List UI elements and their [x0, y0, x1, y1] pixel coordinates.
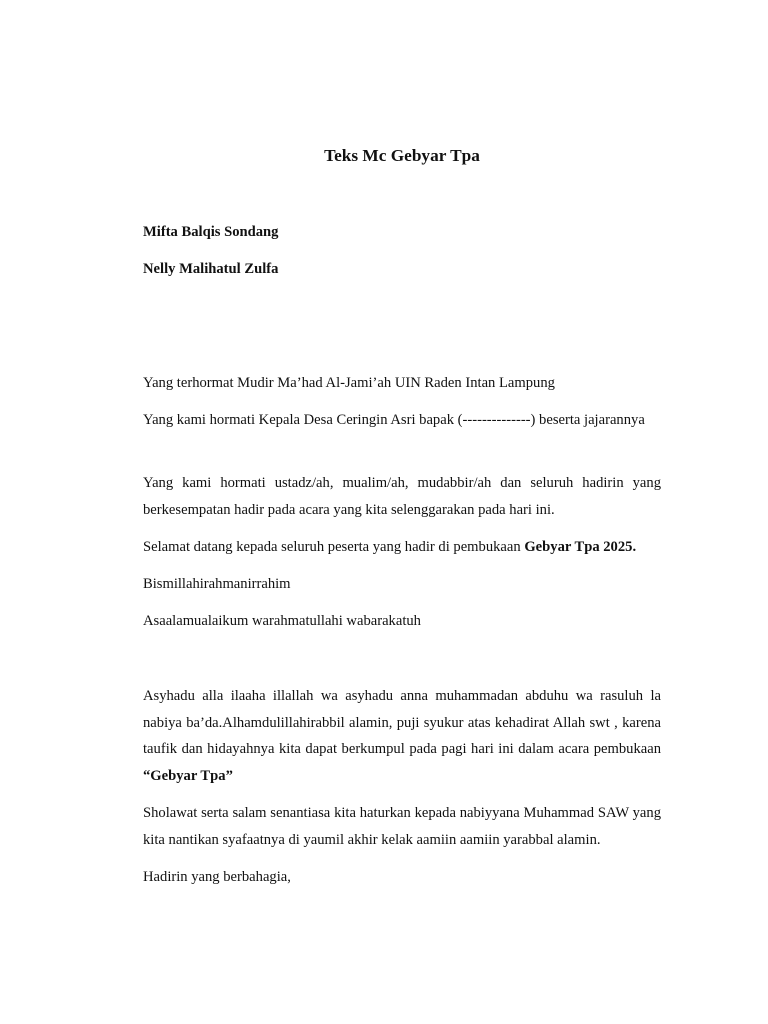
- sholawat-paragraph: Sholawat serta salam senantiasa kita haturkan kepada nabiyyana Muhammad SAW yang kita nantikan syafaatnya di yaumil akhir kelak aamiin aamiin yarabbal alamin.: [143, 805, 661, 848]
- greeting-mudir: Yang terhormat Mudir Ma’had Al-Jami’ah UIN Raden Intan Lampung: [143, 375, 555, 391]
- basmalah: Bismillahirahmanirrahim: [143, 576, 291, 592]
- document-title: Teks Mc Gebyar Tpa: [324, 146, 480, 165]
- author-name-2: Nelly Malihatul Zulfa: [143, 261, 279, 277]
- salam-opening: Asaalamualaikum warahmatullahi wabarakatuh: [143, 613, 421, 629]
- syahadat-hamdalah-paragraph: [143, 683, 661, 789]
- event-name-quoted-bold: “Gebyar Tpa”: [143, 767, 233, 784]
- event-name-bold: Gebyar Tpa 2025.: [524, 539, 637, 555]
- hadirin-greeting: Hadirin yang berbahagia,: [143, 869, 291, 885]
- greeting-kepala-desa: Yang kami hormati Kepala Desa Ceringin Asri bapak (--------------) beserta jajarannya: [143, 412, 645, 428]
- syahadat-text: Asyhadu alla ilaaha illallah wa asyhadu anna muhammadan abduhu wa rasuluh la nabiya ba’da.Alhamdulillahirabbil alamin, puji syukur atas kehadirat Allah swt , karena taufik dan hidayahnya kita dapat berkumpul pada pagi hari ini dalam acara pembukaan: [143, 688, 661, 757]
- welcome-text: Selamat datang kepada seluruh peserta yang hadir di pembukaan: [143, 539, 525, 555]
- greeting-ustadz: Yang kami hormati ustadz/ah, mualim/ah, mudabbir/ah dan seluruh hadirin yang berkesempatan hadir pada acara yang kita selenggarakan pada hari ini.: [143, 475, 661, 518]
- author-name-1: Mifta Balqis Sondang: [143, 224, 279, 240]
- welcome-paragraph: [143, 534, 661, 561]
